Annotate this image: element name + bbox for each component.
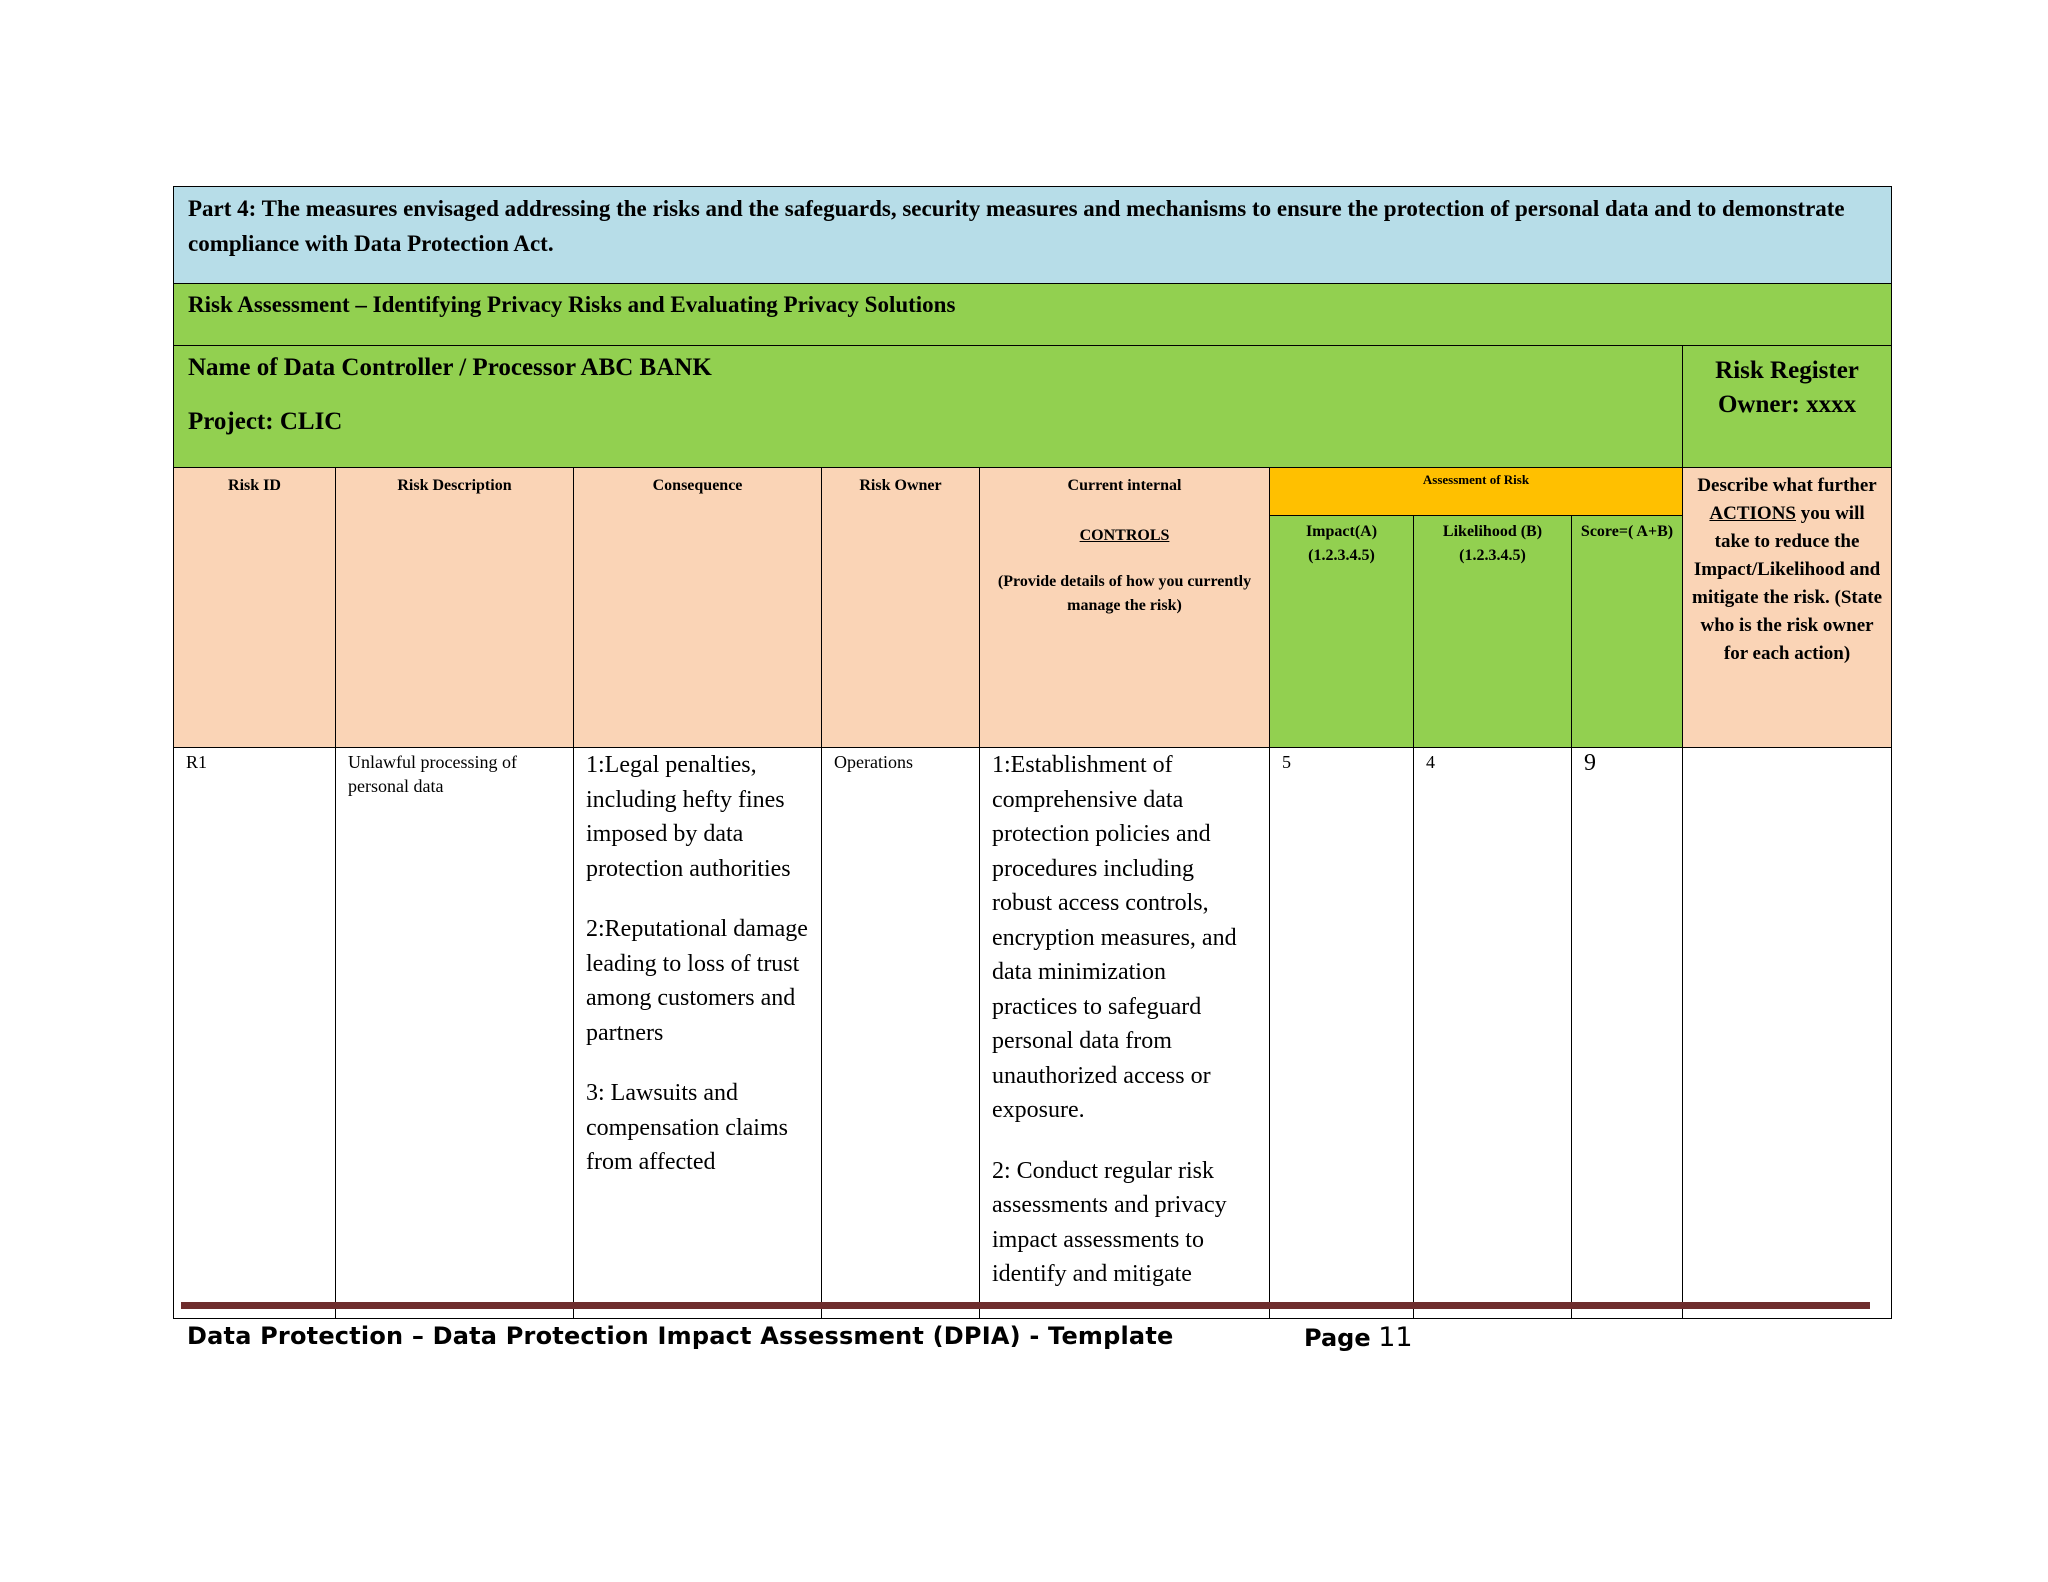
page-label: Page (1304, 1324, 1371, 1352)
table-row (174, 748, 1892, 1319)
part4-heading: Part 4: The measures envisaged addressing the risks and the safeguards, security measures and mechanisms to ensure the protection of personal data and to demonstrate compliance with Data Protection Act. (174, 187, 1892, 284)
header-impact: Impact(A) (1.2.3.4.5) (1270, 516, 1414, 748)
page-number: 11 (1378, 1322, 1413, 1353)
project-name: Project: CLIC (188, 408, 343, 435)
controls-2: 2: Conduct regular risk assessments and privacy impact assessments to identify and mitigate (992, 1157, 1227, 1287)
header-controls (980, 468, 1270, 748)
header-consequence: Consequence (574, 468, 822, 748)
header-assessment: Assessment of Risk (1270, 468, 1683, 516)
cell-score: 9 (1572, 748, 1683, 1319)
risk-assessment-table (173, 186, 1892, 1319)
cell-likelihood: 4 (1414, 748, 1572, 1319)
footer-title: Data Protection – Data Protection Impact Assessment (DPIA) - Template (187, 1322, 1174, 1350)
cell-risk-owner: Operations (822, 748, 980, 1319)
actions-keyword: ACTIONS (1709, 503, 1796, 524)
header-risk-id: Risk ID (174, 468, 336, 748)
controller-name: Name of Data Controller / Processor ABC BANK (188, 354, 712, 381)
cell-actions (1683, 748, 1892, 1319)
controls-line3: (Provide details of how you currently manage the risk) (997, 573, 1252, 614)
consequence-2: 2:Reputational damage leading to loss of trust among customers and partners (586, 916, 808, 1046)
risk-assessment-title: Risk Assessment – Identifying Privacy Risks and Evaluating Privacy Solutions (174, 284, 1892, 346)
cell-risk-id: R1 (174, 748, 336, 1319)
cell-impact: 5 (1270, 748, 1414, 1319)
header-actions: Describe what further ACTIONS you will take to reduce the Impact/Likelihood and mitigate the risk. (State who is the risk owner for each action) (1683, 468, 1892, 748)
controls-1: 1:Establishment of comprehensive data protection policies and procedures including robust access controls, encryption measures, and data minimization practices to safeguard personal data from unauthorized access or exposure. (992, 752, 1237, 1123)
cell-controls (980, 748, 1270, 1319)
page-indicator (1304, 1322, 1413, 1353)
cell-consequence (574, 748, 822, 1319)
header-likelihood: Likelihood (B)(1.2.3.4.5) (1414, 516, 1572, 748)
cell-risk-description: Unlawful processing of personal data (336, 748, 574, 1319)
controller-cell (174, 346, 1683, 468)
consequence-1: 1:Legal penalties, including hefty fines imposed by data protection authorities (586, 752, 791, 882)
header-risk-description: Risk Description (336, 468, 574, 748)
consequence-3: 3: Lawsuits and compensation claims from affected (586, 1080, 788, 1175)
footer-divider (181, 1302, 1870, 1309)
controls-line2: CONTROLS (1079, 527, 1170, 544)
controls-line1: Current internal (1067, 477, 1182, 494)
header-risk-owner: Risk Owner (822, 468, 980, 748)
header-score: Score=( A+B) (1572, 516, 1683, 748)
risk-register-owner: Risk Register Owner: xxxx (1683, 346, 1892, 468)
